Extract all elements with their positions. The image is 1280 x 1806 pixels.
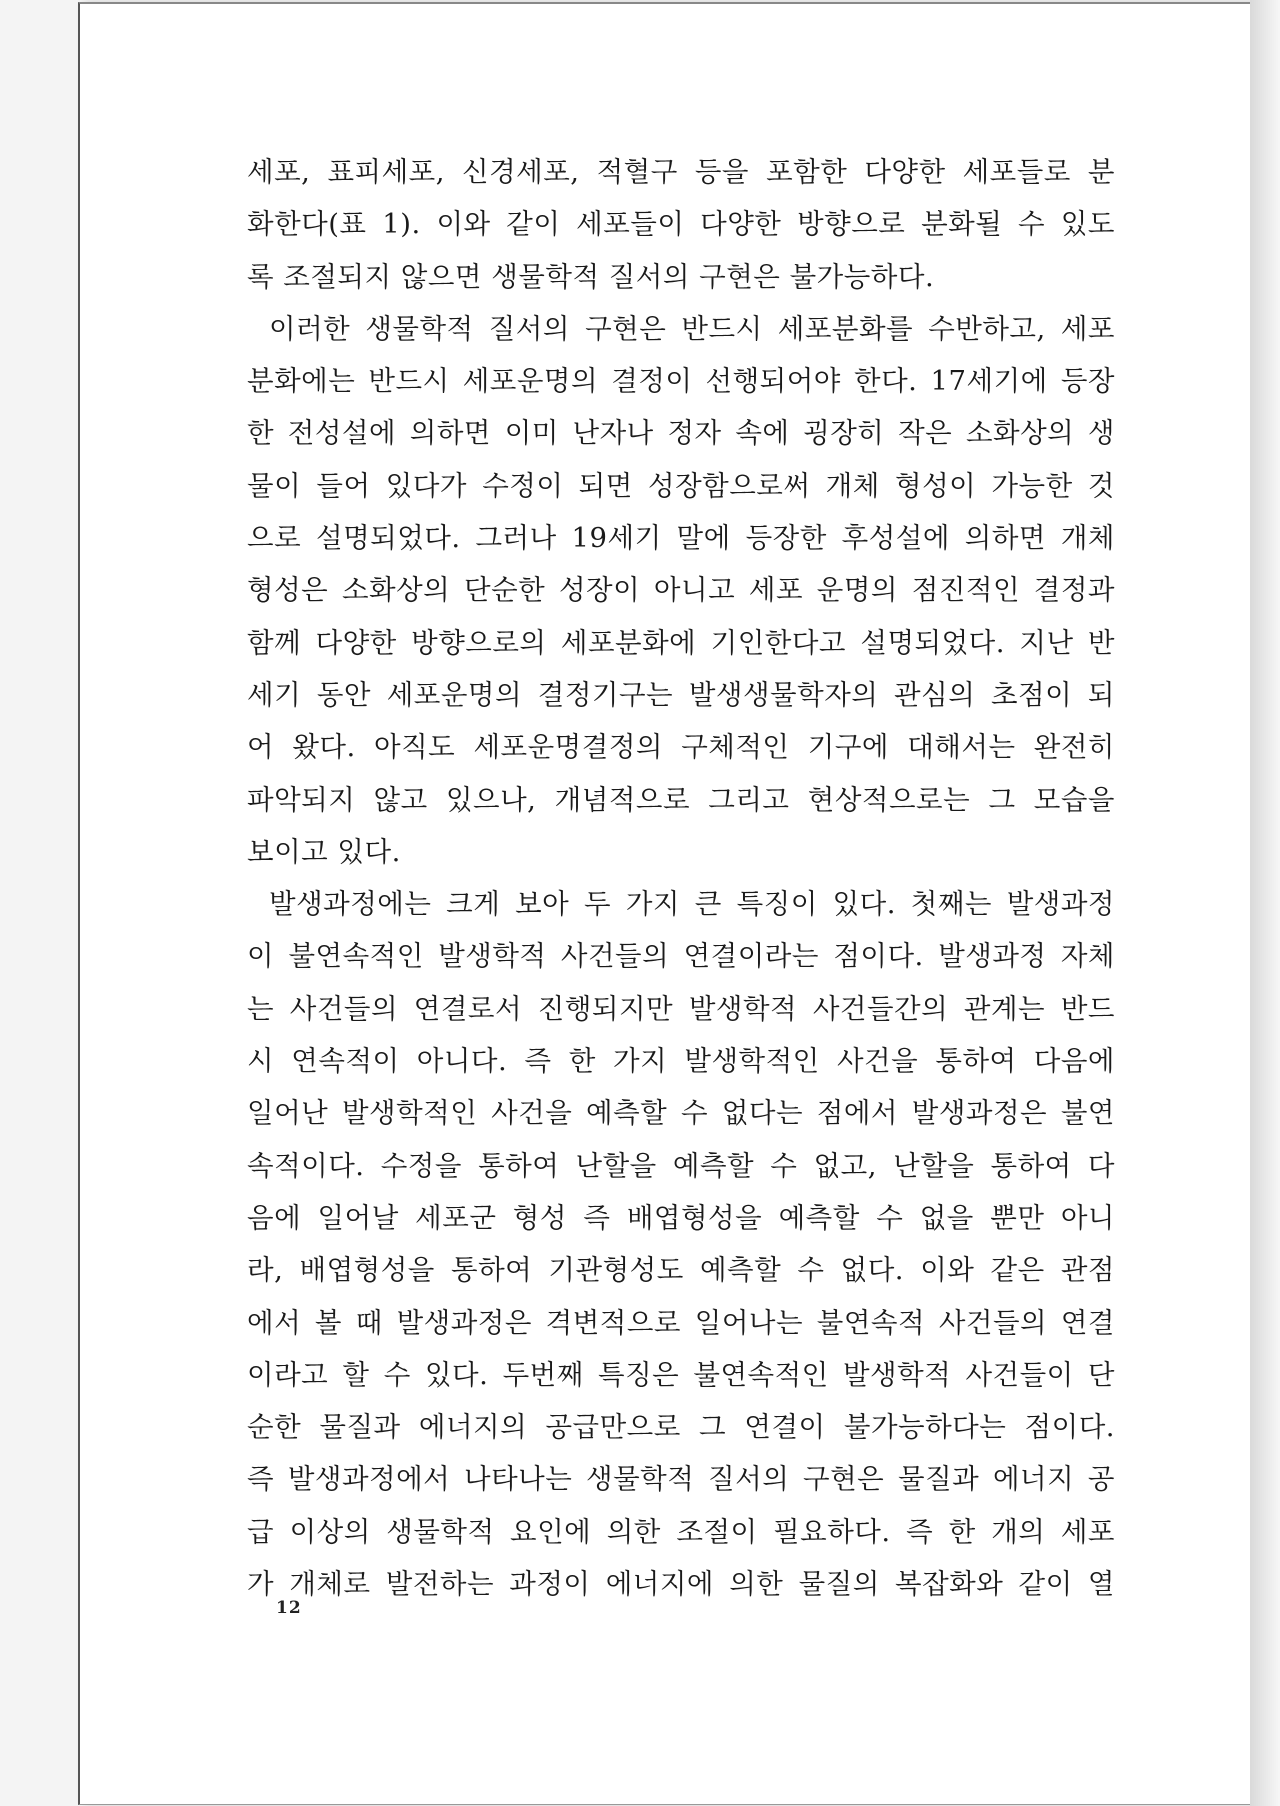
text-line: 한 전성설에 의하면 이미 난자나 정자 속에 굉장히 작은 소화상의 생	[247, 417, 1115, 450]
page-number: 12	[276, 1598, 302, 1618]
text-line: 급 이상의 생물학적 요인에 의한 조절이 필요하다. 즉 한 개의 세포	[247, 1515, 1115, 1548]
text-line: 시 연속적이 아니다. 즉 한 가지 발생학적인 사건을 통하여 다음에	[247, 1045, 1115, 1078]
text-line: 이라고 할 수 있다. 두번째 특징은 불연속적인 발생학적 사건들이 단	[247, 1358, 1115, 1391]
text-line: 음에 일어날 세포군 형성 즉 배엽형성을 예측할 수 없을 뿐만 아니	[247, 1201, 1115, 1234]
text-line: 함께 다양한 방향으로의 세포분화에 기인한다고 설명되었다. 지난 반	[247, 626, 1115, 659]
text-line: 록 조절되지 않으면 생물학적 질서의 구현은 불가능하다.	[247, 260, 935, 293]
text-line: 이 불연속적인 발생학적 사건들의 연결이라는 점이다. 발생과정 자체	[247, 940, 1115, 973]
text-line: 으로 설명되었다. 그러나 19세기 말에 등장한 후성설에 의하면 개체	[247, 522, 1115, 555]
body-text	[247, 146, 1115, 1610]
text-line: 화한다(표 1). 이와 같이 세포들이 다양한 방향으로 분화될 수 있도	[247, 208, 1115, 241]
text-line: 파악되지 않고 있으나, 개념적으로 그리고 현상적으로는 그 모습을	[247, 783, 1115, 816]
text-line: 이러한 생물학적 질서의 구현은 반드시 세포분화를 수반하고, 세포	[269, 312, 1115, 345]
text-line: 분화에는 반드시 세포운명의 결정이 선행되어야 한다. 17세기에 등장	[247, 365, 1115, 398]
text-line: 일어난 발생학적인 사건을 예측할 수 없다는 점에서 발생과정은 불연	[247, 1097, 1115, 1130]
text-line: 발생과정에는 크게 보아 두 가지 큰 특징이 있다. 첫째는 발생과정	[269, 888, 1115, 921]
page-edge-shadow	[1250, 0, 1280, 1806]
text-line: 어 왔다. 아직도 세포운명결정의 구체적인 기구에 대해서는 완전히	[247, 731, 1115, 764]
text-line: 세포, 표피세포, 신경세포, 적혈구 등을 포함한 다양한 세포들로 분	[247, 156, 1115, 188]
text-line: 는 사건들의 연결로서 진행되지만 발생학적 사건들간의 관계는 반드	[247, 992, 1115, 1025]
text-line: 속적이다. 수정을 통하여 난할을 예측할 수 없고, 난할을 통하여 다	[247, 1149, 1115, 1182]
text-line: 즉 발생과정에서 나타나는 생물학적 질서의 구현은 물질과 에너지 공	[247, 1463, 1115, 1496]
text-line: 형성은 소화상의 단순한 성장이 아니고 세포 운명의 점진적인 결정과	[247, 574, 1115, 607]
text-line: 물이 들어 있다가 수정이 되면 성장함으로써 개체 형성이 가능한 것	[247, 469, 1115, 502]
text-line: 보이고 있다.	[247, 835, 401, 868]
text-line: 에서 볼 때 발생과정은 격변적으로 일어나는 불연속적 사건들의 연결	[247, 1306, 1115, 1339]
text-line: 세기 동안 세포운명의 결정기구는 발생생물학자의 관심의 초점이 되	[247, 678, 1115, 711]
text-line: 라, 배엽형성을 통하여 기관형성도 예측할 수 없다. 이와 같은 관점	[247, 1254, 1115, 1287]
text-line: 가 개체로 발전하는 과정이 에너지에 의한 물질의 복잡화와 같이 열	[247, 1568, 1115, 1601]
text-line: 순한 물질과 에너지의 공급만으로 그 연결이 불가능하다는 점이다.	[247, 1411, 1115, 1444]
